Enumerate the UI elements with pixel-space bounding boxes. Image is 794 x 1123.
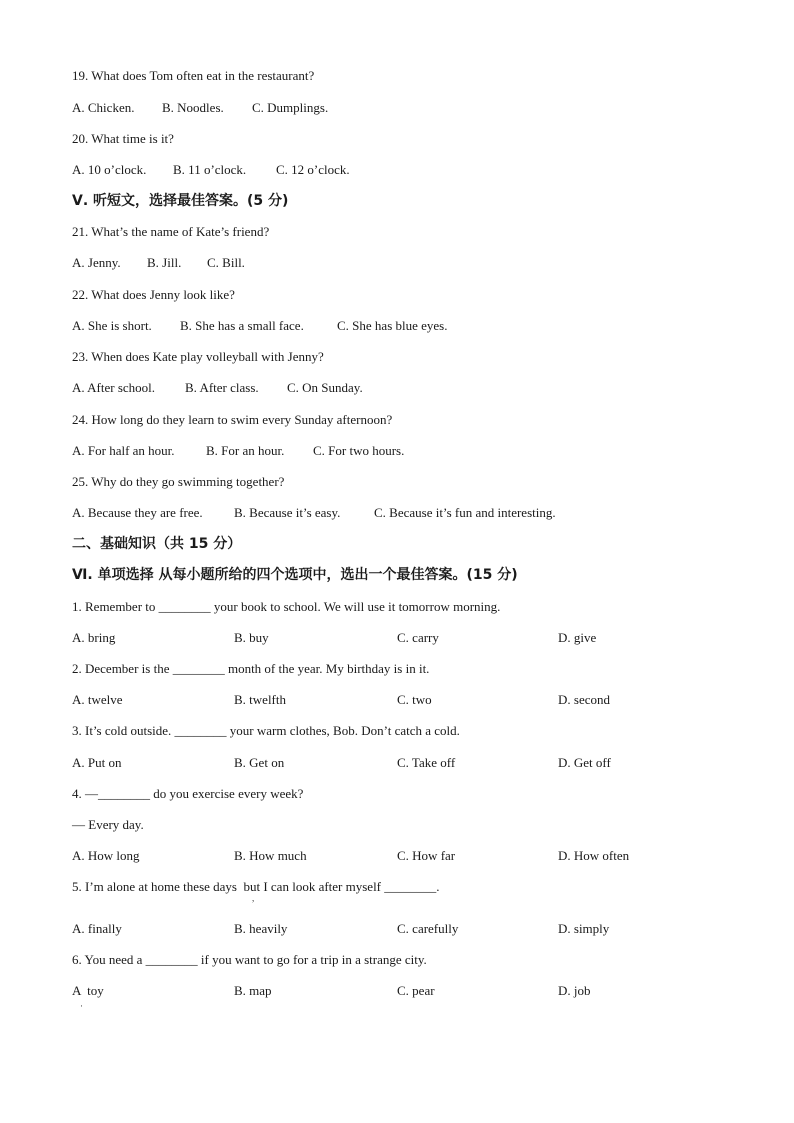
mc-q5-option-c: C. carefully bbox=[397, 921, 459, 936]
q22-option-a: A. She is short. bbox=[72, 318, 152, 333]
mc-q4-option-d: D. How often bbox=[558, 848, 630, 863]
mc-q5-stem: 5. I’m alone at home these days but I can look after myself ________. bbox=[72, 879, 440, 894]
part-2-heading: 二、基础知识（共 15 分） bbox=[72, 536, 242, 552]
mc-q4-reply: — Every day. bbox=[72, 817, 144, 832]
section-6-heading: Ⅵ. 单项选择 从每小题所给的四个选项中，选出一个最佳答案。(15 分) bbox=[72, 567, 518, 583]
mc-q4-option-b: B. How much bbox=[234, 848, 307, 863]
q24-stem: 24. How long do they learn to swim every Sunday afternoon? bbox=[72, 412, 393, 427]
q23-option-b: B. After class. bbox=[185, 380, 259, 395]
mc-q1-option-d: D. give bbox=[558, 630, 597, 645]
mc-q5-option-a: A. finally bbox=[72, 921, 122, 936]
mc-q2-option-d: D. second bbox=[558, 692, 610, 707]
q19-option-b: B. Noodles. bbox=[162, 100, 224, 115]
mc-q3-option-d: D. Get off bbox=[558, 755, 611, 770]
mc-q3-stem: 3. It’s cold outside. ________ your warm clothes, Bob. Don’t catch a cold. bbox=[72, 723, 460, 738]
mc-q1-option-b: B. buy bbox=[234, 630, 269, 645]
mc-q1-option-c: C. carry bbox=[397, 630, 439, 645]
q20-option-a: A. 10 o’clock. bbox=[72, 162, 147, 177]
q25-option-a: A. Because they are free. bbox=[72, 505, 203, 520]
q21-option-b: B. Jill. bbox=[147, 255, 182, 270]
stray-comma-mark: , bbox=[252, 893, 255, 903]
q19-option-c: C. Dumplings. bbox=[252, 100, 329, 115]
q24-option-b: B. For an hour. bbox=[206, 443, 285, 458]
mc-q3-option-c: C. Take off bbox=[397, 755, 456, 770]
mc-q6-stem: 6. You need a ________ if you want to go for a trip in a strange city. bbox=[72, 952, 427, 967]
q20-stem: 20. What time is it? bbox=[72, 131, 174, 146]
q25-stem: 25. Why do they go swimming together? bbox=[72, 474, 285, 489]
mc-q1-option-a: A. bring bbox=[72, 630, 116, 645]
q23-stem: 23. When does Kate play volleyball with Jenny? bbox=[72, 349, 324, 364]
q19-option-a: A. Chicken. bbox=[72, 100, 135, 115]
mc-q6-option-b: B. map bbox=[234, 983, 272, 998]
mc-q2-stem: 2. December is the ________ month of the year. My birthday is in it. bbox=[72, 661, 430, 676]
stray-dot-mark: · bbox=[80, 1001, 83, 1011]
q25-option-c: C. Because it’s fun and interesting. bbox=[374, 505, 556, 520]
q21-option-a: A. Jenny. bbox=[72, 255, 121, 270]
mc-q2-option-a: A. twelve bbox=[72, 692, 123, 707]
q19-stem: 19. What does Tom often eat in the restaurant? bbox=[72, 68, 315, 83]
q23-option-a: A. After school. bbox=[72, 380, 156, 395]
q20-option-c: C. 12 o’clock. bbox=[276, 162, 350, 177]
mc-q1-stem: 1. Remember to ________ your book to school. We will use it tomorrow morning. bbox=[72, 599, 501, 614]
q20-option-b: B. 11 o’clock. bbox=[173, 162, 247, 177]
q21-stem: 21. What’s the name of Kate’s friend? bbox=[72, 224, 270, 239]
mc-q3-option-a: A. Put on bbox=[72, 755, 122, 770]
q23-option-c: C. On Sunday. bbox=[287, 380, 363, 395]
mc-q4-option-c: C. How far bbox=[397, 848, 456, 863]
q25-option-b: B. Because it’s easy. bbox=[234, 505, 341, 520]
mc-q2-option-b: B. twelfth bbox=[234, 692, 286, 707]
q21-option-c: C. Bill. bbox=[207, 255, 245, 270]
mc-q3-option-b: B. Get on bbox=[234, 755, 285, 770]
mc-q4-option-a: A. How long bbox=[72, 848, 140, 863]
q22-option-c: C. She has blue eyes. bbox=[337, 318, 448, 333]
mc-q2-option-c: C. two bbox=[397, 692, 432, 707]
mc-q4-stem: 4. —________ do you exercise every week? bbox=[72, 786, 304, 801]
q22-stem: 22. What does Jenny look like? bbox=[72, 287, 235, 302]
mc-q5-option-d: D. simply bbox=[558, 921, 610, 936]
q22-option-b: B. She has a small face. bbox=[180, 318, 304, 333]
mc-q6-option-d: D. job bbox=[558, 983, 591, 998]
q24-option-a: A. For half an hour. bbox=[72, 443, 175, 458]
mc-q5-option-b: B. heavily bbox=[234, 921, 288, 936]
mc-q6-option-a: A toy bbox=[72, 983, 104, 998]
q24-option-c: C. For two hours. bbox=[313, 443, 405, 458]
section-5-heading: Ⅴ. 听短文，选择最佳答案。(5 分) bbox=[72, 193, 289, 209]
mc-q6-option-c: C. pear bbox=[397, 983, 435, 998]
